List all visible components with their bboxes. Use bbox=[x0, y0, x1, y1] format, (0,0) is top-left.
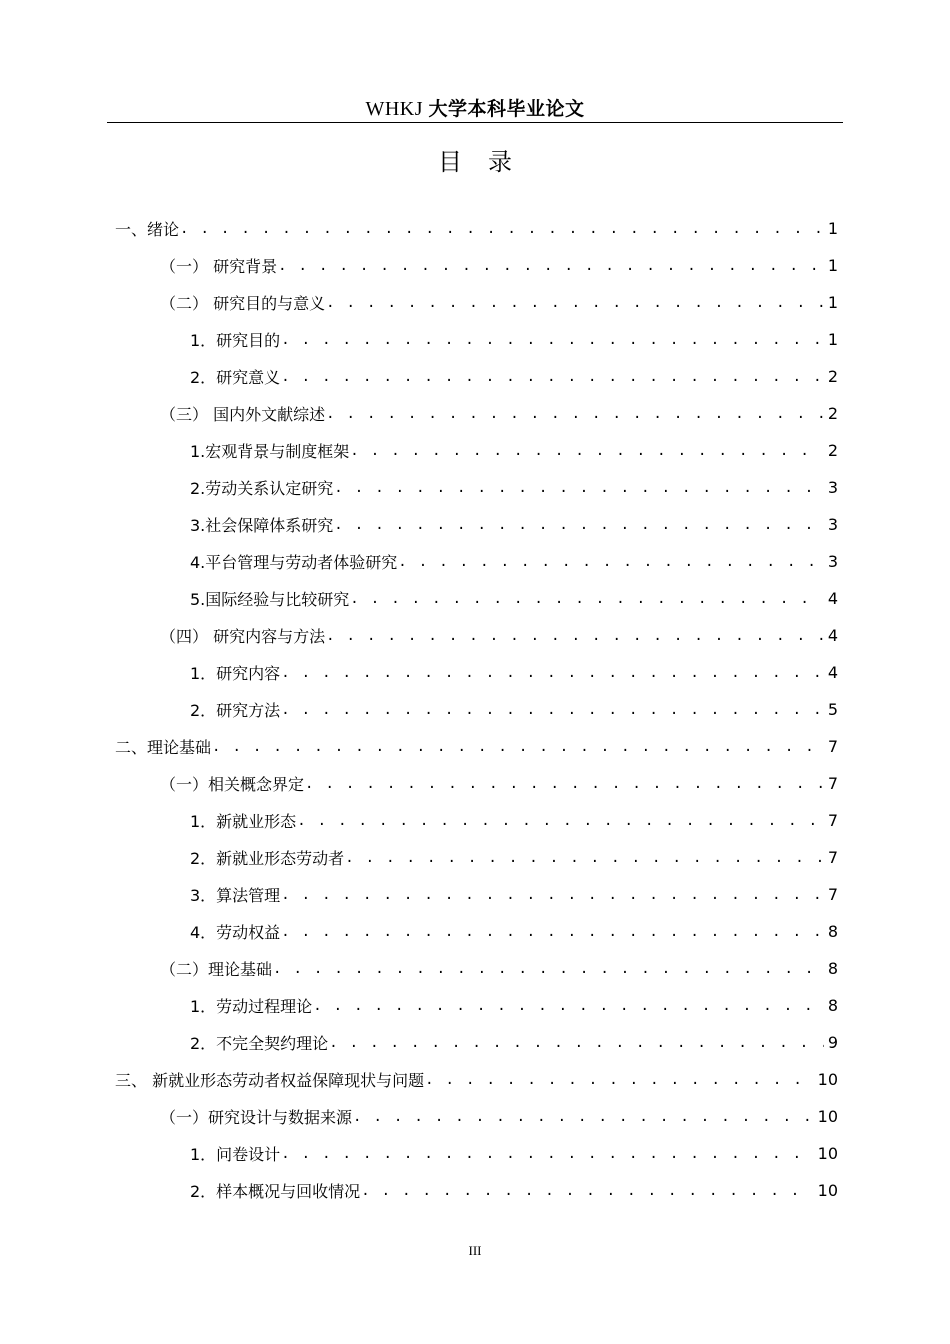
toc-entry-page: 2 bbox=[827, 367, 838, 386]
toc-leader-dots bbox=[329, 1035, 824, 1051]
toc-leader-dots bbox=[305, 776, 824, 792]
toc-entry-label: 一、绪论 bbox=[115, 220, 180, 239]
toc-entry-label: 3.社会保障体系研究 bbox=[190, 516, 334, 535]
toc-entry[interactable] bbox=[160, 617, 838, 654]
toc-entry[interactable] bbox=[190, 913, 838, 950]
toc-entry[interactable] bbox=[190, 1172, 838, 1209]
toc-entry-label: 2．不完全契约理论 bbox=[190, 1034, 329, 1053]
toc-entry-label: 2．研究意义 bbox=[190, 368, 281, 387]
toc-entry-label: 1．劳动过程理论 bbox=[190, 997, 313, 1016]
toc-entry[interactable] bbox=[190, 839, 838, 876]
toc-entry[interactable] bbox=[190, 654, 838, 691]
toc-leader-dots bbox=[281, 665, 824, 681]
toc-entry-label: （二） 研究目的与意义 bbox=[160, 294, 326, 313]
toc-entry-label: 1．研究内容 bbox=[190, 664, 281, 683]
toc-entry-label: （二）理论基础 bbox=[160, 960, 273, 979]
toc-leader-dots bbox=[326, 406, 824, 422]
toc-entry-page: 9 bbox=[827, 1033, 838, 1052]
toc-leader-dots bbox=[350, 443, 824, 459]
toc-leader-dots bbox=[334, 480, 824, 496]
toc-entry-page: 1 bbox=[827, 219, 838, 238]
toc-entry-label: （一）研究设计与数据来源 bbox=[160, 1108, 353, 1127]
toc-entry-page: 2 bbox=[827, 404, 838, 423]
toc-entry-page: 7 bbox=[827, 737, 838, 756]
toc-entry[interactable] bbox=[190, 321, 838, 358]
toc-entry-page: 3 bbox=[827, 515, 838, 534]
toc-entry-label: 1．问卷设计 bbox=[190, 1145, 281, 1164]
toc-leader-dots bbox=[353, 1109, 814, 1125]
toc-entry[interactable] bbox=[190, 358, 838, 395]
toc-entry-label: （四） 研究内容与方法 bbox=[160, 627, 326, 646]
toc-entry-label: 三、 新就业形态劳动者权益保障现状与问题 bbox=[115, 1071, 425, 1090]
toc-leader-dots bbox=[361, 1183, 813, 1199]
toc-leader-dots bbox=[273, 961, 824, 977]
toc-entry[interactable] bbox=[190, 1024, 838, 1061]
toc-leader-dots bbox=[281, 702, 824, 718]
toc-entry-label: （三） 国内外文献综述 bbox=[160, 405, 326, 424]
toc-entry-label: 1.宏观背景与制度框架 bbox=[190, 442, 350, 461]
toc-leader-dots bbox=[278, 258, 824, 274]
toc-entry-page: 10 bbox=[817, 1107, 838, 1126]
toc-entry-page: 7 bbox=[827, 885, 838, 904]
toc-entry[interactable] bbox=[160, 284, 838, 321]
toc-entry[interactable] bbox=[190, 469, 838, 506]
header-rule bbox=[107, 122, 843, 123]
toc-entry-label: 1．新就业形态 bbox=[190, 812, 297, 831]
toc-entry-page: 8 bbox=[827, 996, 838, 1015]
toc-entry-page: 4 bbox=[827, 589, 838, 608]
header-latin: WHKJ bbox=[365, 98, 424, 120]
toc-entry-page: 8 bbox=[827, 922, 838, 941]
toc-entry[interactable] bbox=[190, 691, 838, 728]
toc-entry-page: 10 bbox=[817, 1070, 838, 1089]
toc-leader-dots bbox=[313, 998, 824, 1014]
toc-entry-label: 1．研究目的 bbox=[190, 331, 281, 350]
toc-entry-page: 3 bbox=[827, 478, 838, 497]
toc-entry-page: 4 bbox=[827, 663, 838, 682]
toc-entry-label: 5.国际经验与比较研究 bbox=[190, 590, 350, 609]
toc-leader-dots bbox=[398, 554, 824, 570]
toc-entry-label: 4.平台管理与劳动者体验研究 bbox=[190, 553, 398, 572]
running-header bbox=[107, 94, 843, 124]
toc-entry-label: 2．研究方法 bbox=[190, 701, 281, 720]
toc-entry-page: 3 bbox=[827, 552, 838, 571]
toc-leader-dots bbox=[425, 1072, 814, 1088]
toc-entry-label: 2．样本概况与回收情况 bbox=[190, 1182, 361, 1201]
toc-entry[interactable] bbox=[160, 1098, 838, 1135]
toc-entry-label: 4．劳动权益 bbox=[190, 923, 281, 942]
toc-entry[interactable] bbox=[190, 802, 838, 839]
toc-entry[interactable] bbox=[160, 247, 838, 284]
toc-entry[interactable] bbox=[190, 876, 838, 913]
toc-leader-dots bbox=[281, 887, 824, 903]
toc-entry[interactable] bbox=[190, 543, 838, 580]
toc-leader-dots bbox=[281, 924, 824, 940]
toc-entry[interactable] bbox=[190, 1135, 838, 1172]
toc-leader-dots bbox=[212, 739, 824, 755]
toc-leader-dots bbox=[350, 591, 824, 607]
toc-entry[interactable] bbox=[190, 432, 838, 469]
toc-entry[interactable] bbox=[190, 580, 838, 617]
toc-entry-label: 二、理论基础 bbox=[115, 738, 212, 757]
toc-entry[interactable] bbox=[160, 765, 838, 802]
toc-entry-label: （一）相关概念界定 bbox=[160, 775, 305, 794]
header-university-title: 大学本科毕业论文 bbox=[428, 98, 585, 120]
toc-entry-page: 4 bbox=[827, 626, 838, 645]
toc-entry[interactable] bbox=[115, 210, 838, 247]
toc-leader-dots bbox=[281, 1146, 813, 1162]
toc-entry-page: 7 bbox=[827, 848, 838, 867]
toc-entry-page: 7 bbox=[827, 811, 838, 830]
toc-entry-page: 7 bbox=[827, 774, 838, 793]
toc-entry-page: 10 bbox=[817, 1144, 838, 1163]
toc-entry-page: 2 bbox=[827, 441, 838, 460]
toc-entry[interactable] bbox=[190, 987, 838, 1024]
toc-entry-label: （一） 研究背景 bbox=[160, 257, 278, 276]
toc-title: 目录 bbox=[438, 148, 538, 176]
toc-entry-page: 1 bbox=[827, 330, 838, 349]
toc-entry-label: 3．算法管理 bbox=[190, 886, 281, 905]
toc-leader-dots bbox=[326, 295, 824, 311]
toc-entry-page: 8 bbox=[827, 959, 838, 978]
toc-entry-page: 1 bbox=[827, 256, 838, 275]
toc-entry[interactable] bbox=[160, 950, 838, 987]
page-number: III bbox=[468, 1243, 482, 1258]
toc-leader-dots bbox=[345, 850, 824, 866]
toc-entry[interactable] bbox=[190, 506, 838, 543]
toc-leader-dots bbox=[326, 628, 824, 644]
toc-entry-label: 2.劳动关系认定研究 bbox=[190, 479, 334, 498]
toc-leader-dots bbox=[180, 221, 824, 237]
toc-entry[interactable] bbox=[160, 395, 838, 432]
toc-leader-dots bbox=[297, 813, 824, 829]
toc-entry[interactable] bbox=[115, 728, 838, 765]
toc-entry-page: 5 bbox=[827, 700, 838, 719]
toc-entry-page: 10 bbox=[817, 1181, 838, 1200]
toc-leader-dots bbox=[281, 332, 824, 348]
toc-entry-label: 2．新就业形态劳动者 bbox=[190, 849, 345, 868]
toc-leader-dots bbox=[334, 517, 824, 533]
toc-entry-page: 1 bbox=[827, 293, 838, 312]
toc-entry[interactable] bbox=[115, 1061, 838, 1098]
toc-leader-dots bbox=[281, 369, 824, 385]
